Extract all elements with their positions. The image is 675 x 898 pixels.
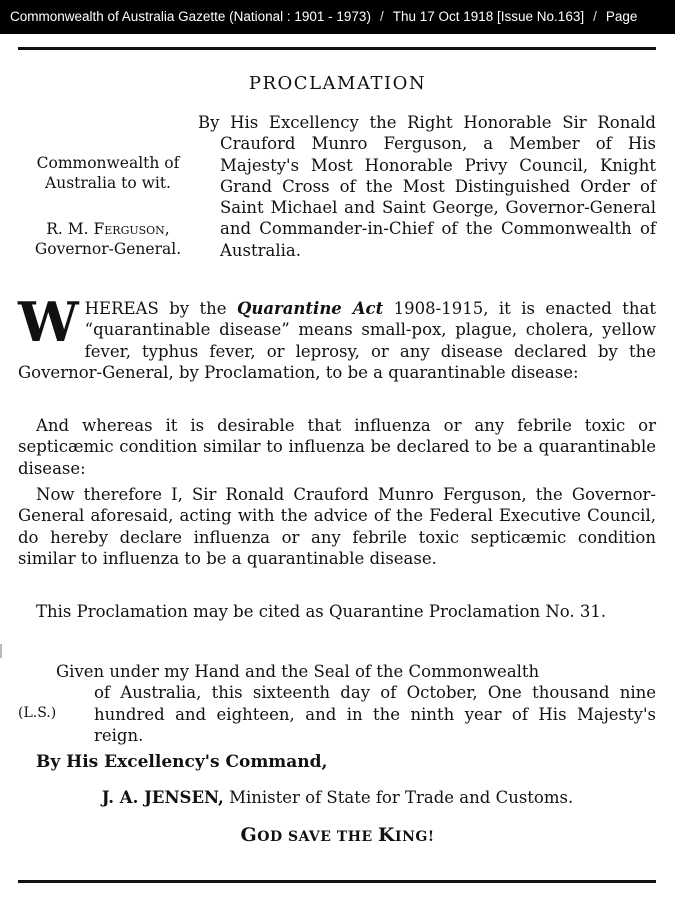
top-rule	[18, 47, 656, 50]
whereas-paragraph	[18, 290, 656, 383]
jurisdiction-block	[18, 153, 198, 193]
by-his-excellency-text: By His Excellency the Right Honorable Sir Ronald Crauford Munro Ferguson, a Member of His Majesty's Most Honorable Privy Council, Knight Grand Cross of the Most Distinguished Order of Saint Michael and Saint George, Governor-General and Commander-in-Chief of the Commonwealth of Australia.	[198, 113, 656, 260]
separator: /	[593, 9, 597, 24]
signer-name: R. M. Ferguson,	[46, 220, 170, 238]
issue-date[interactable]: Thu 17 Oct 1918 [Issue No.163]	[392, 9, 585, 24]
minister-name: J. A. JENSEN,	[101, 788, 224, 807]
act-name: Quarantine Act	[236, 299, 384, 318]
gazette-title[interactable]: Commonwealth of Australia Gazette (National : 1901 - 1973)	[10, 9, 371, 24]
bottom-rule	[18, 880, 656, 883]
king-rest: ING!	[395, 829, 435, 845]
whereas-rest: 1908-1915, it is enacted that “quarantinable disease” means small-pox, plague, cholera, yellow fever, typhus fever, or leprosy, or any disease declared by the Governor-General, by Proclamation, to be a quarantinable disease:	[18, 299, 656, 382]
given-first-line: Given under my Hand and the Seal of the Commonwealth	[56, 662, 540, 681]
proclamation-title: PROCLAMATION	[248, 73, 427, 94]
citation-paragraph: This Proclamation may be cited as Quarantine Proclamation No. 31.	[36, 602, 607, 621]
command-line: By His Excellency's Command,	[36, 752, 328, 772]
gazette-header-bar	[0, 0, 675, 34]
separator: /	[379, 9, 384, 24]
minister-line	[0, 788, 675, 807]
now-therefore-paragraph: Now therefore I, Sir Ronald Crauford Munro Ferguson, the Governor-General aforesaid, acting with the advice of the Federal Executive Council, do hereby declare influenza or any febrile toxic septicæmic condition similar to influenza to be a quarantinable disease.	[18, 485, 656, 568]
page-link[interactable]: Page	[605, 9, 638, 24]
given-under-hand	[56, 661, 656, 746]
god-rest: OD SAVE THE	[257, 829, 379, 845]
minister-role: Minister of State for Trade and Customs.	[229, 788, 574, 807]
drop-cap: W	[18, 290, 79, 354]
seal-mark: (L.S.)	[18, 705, 57, 721]
god-initial: G	[240, 824, 258, 846]
jurisdiction-line-2: Australia to wit.	[45, 174, 171, 192]
god-save-the-king	[0, 824, 675, 846]
whereas-lead: HEREAS by the	[84, 299, 227, 318]
king-initial: K	[378, 824, 396, 846]
jurisdiction-line-1: Commonwealth of	[36, 154, 180, 172]
signer-title: Governor-General.	[34, 240, 182, 258]
and-whereas-paragraph: And whereas it is desirable that influenza or any febrile toxic or septicæmic condition similar to influenza be declared to be a quarantinable disease:	[18, 416, 656, 478]
margin-mark	[0, 644, 2, 658]
given-continuation: of Australia, this sixteenth day of October, One thousand nine hundred and eighteen, and in the ninth year of His Majesty's reign.	[94, 683, 656, 745]
signer-block	[18, 219, 198, 259]
